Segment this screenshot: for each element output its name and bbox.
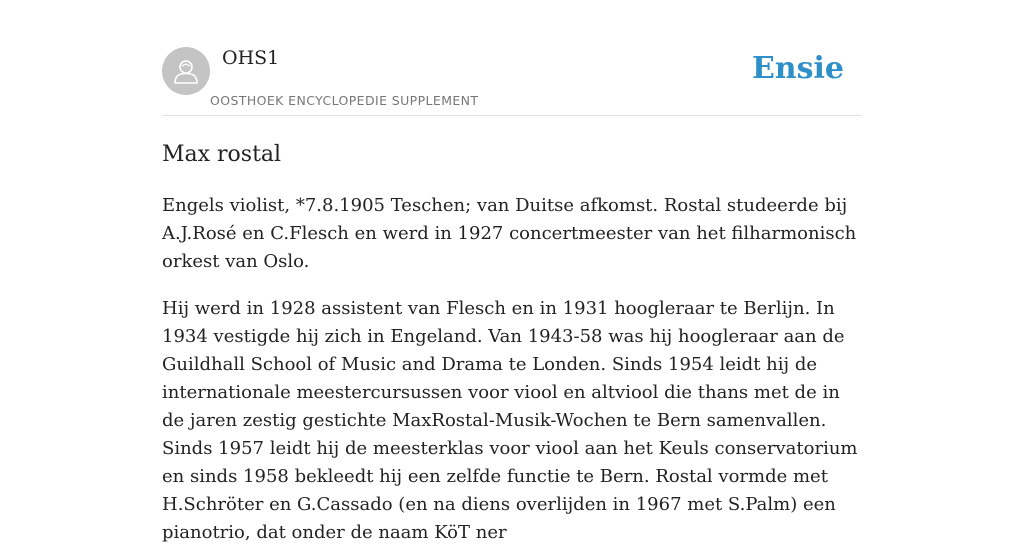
brand-logo[interactable]: Ensie [751, 51, 844, 86]
article-page [162, 0, 862, 547]
article-title: Max rostal [162, 142, 282, 167]
article-paragraph: Hij werd in 1928 assistent van Flesch en in 1931 hoogleraar te Berlijn. In 1934 vestigde hij zich in Engeland. Van 1943-58 was hij hoogleraar aan de Guildhall School of Music and Drama te Londen. Sinds 1954 leidt hij de internationale meestercursussen voor viool en altviool die thans met de in de jaren zestig gestichte MaxRostal-Musik-Wochen te Bern samenvallen. Sinds 1957 leidt hij de meesterklas voor viool aan het Keuls conservatorium en sinds 1958 bekleedt hij een zelfde functie te Bern. Rostal vormde met H.Schröter en G.Cassado (en na diens overlijden in 1967 met S.Palm) een pianotrio, dat onder de naam KöT ner [162, 298, 858, 543]
author-name[interactable]: OHS1 [222, 47, 280, 69]
article-paragraph: Engels violist, *7.8.1905 Teschen; van Duitse afkomst. Rostal studeerde bij A.J.Rosé en C.Flesch en werd in 1927 concertmeester van het filharmonisch orkest van Oslo. [162, 195, 857, 272]
avatar[interactable] [162, 47, 210, 95]
source-label[interactable]: OOSTHOEK ENCYCLOPEDIE SUPPLEMENT [210, 93, 479, 108]
article-body [162, 192, 862, 547]
user-icon [171, 56, 201, 86]
article-header [162, 0, 862, 116]
